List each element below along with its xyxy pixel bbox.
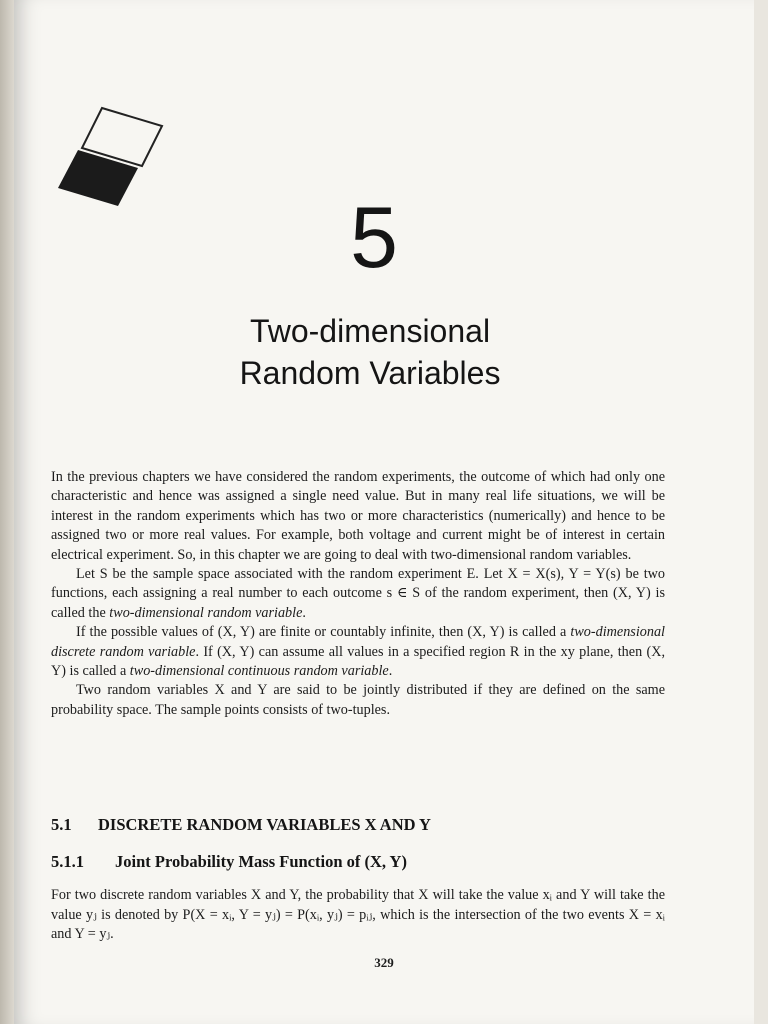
subsection-title: Joint Probability Mass Function of (X, Y) (115, 852, 407, 871)
subsection-number: 5.1.1 (51, 852, 84, 871)
book-page (14, 0, 754, 1024)
chapter-title-line-1: Two-dimensional (249, 313, 491, 349)
intro-p3-end: . (388, 663, 393, 680)
intro-p2-end: . (302, 604, 306, 621)
page-number: 329 (374, 955, 394, 970)
section-5-1-1-text (51, 886, 665, 945)
section-heading-5-1 (51, 815, 665, 835)
page-binding-edge (0, 0, 14, 1024)
term-discrete-rv: two-dimensional discrete random variable (51, 624, 665, 660)
term-two-dim-rv: two-dimensional random variable (109, 604, 303, 621)
chapter-number: 5 (350, 190, 398, 286)
chapter-title (14, 310, 726, 394)
chapter-ornament-icon (54, 100, 174, 210)
chapter-title-line-2: Random Variables (239, 355, 501, 391)
intro-paragraph-1: In the previous chapters we have considered the random experiments, the outcome of which had only one characteristic and hence was assigned a single need value. But in many real life situations, we will be interest in the random experiments which has two or more characteristics (numerically) and hence to be assigned two or more real values. For example, both voltage and current might be of interest in certain electrical experiment. So, in this chapter we are going to deal with two-dimensional random variables. (51, 469, 665, 563)
intro-text (51, 468, 665, 720)
section-paragraph: For two discrete random variables X and Y, the probability that X will take the value xᵢ and Y will take the value yⱼ is denoted by P(X = xᵢ, Y = yⱼ) = P(xᵢ, yⱼ) = pᵢⱼ, which is the intersection of the two events X = xᵢ and Y = yⱼ. (51, 887, 665, 943)
section-number: 5.1 (51, 815, 72, 834)
intro-p3-text-b: . If (X, Y) can assume all values in a specified region R in the xy plane, then (X, Y) is called a (51, 643, 666, 680)
term-continuous-rv: two-dimensional continuous random variable (129, 663, 389, 680)
intro-paragraph-3 (51, 623, 665, 681)
section-heading-5-1-1 (51, 852, 665, 872)
intro-p2-text: Let S be the sample space associated with the random experiment E. Let X = X(s), Y = Y(s) be two functions, each assigning a real number to each outcome s ∈ S of the random experiment, then (X, Y) is called the (51, 566, 665, 621)
section-title: DISCRETE RANDOM VARIABLES X AND Y (98, 815, 431, 834)
intro-p3-text-a: If the possible values of (X, Y) are finite or countably infinite, then (X, Y) is called a (76, 624, 571, 641)
intro-paragraph-4: Two random variables X and Y are said to be jointly distributed if they are defined on the same probability space. The sample points consists of two-tuples. (51, 682, 665, 718)
intro-paragraph-2 (51, 565, 665, 623)
